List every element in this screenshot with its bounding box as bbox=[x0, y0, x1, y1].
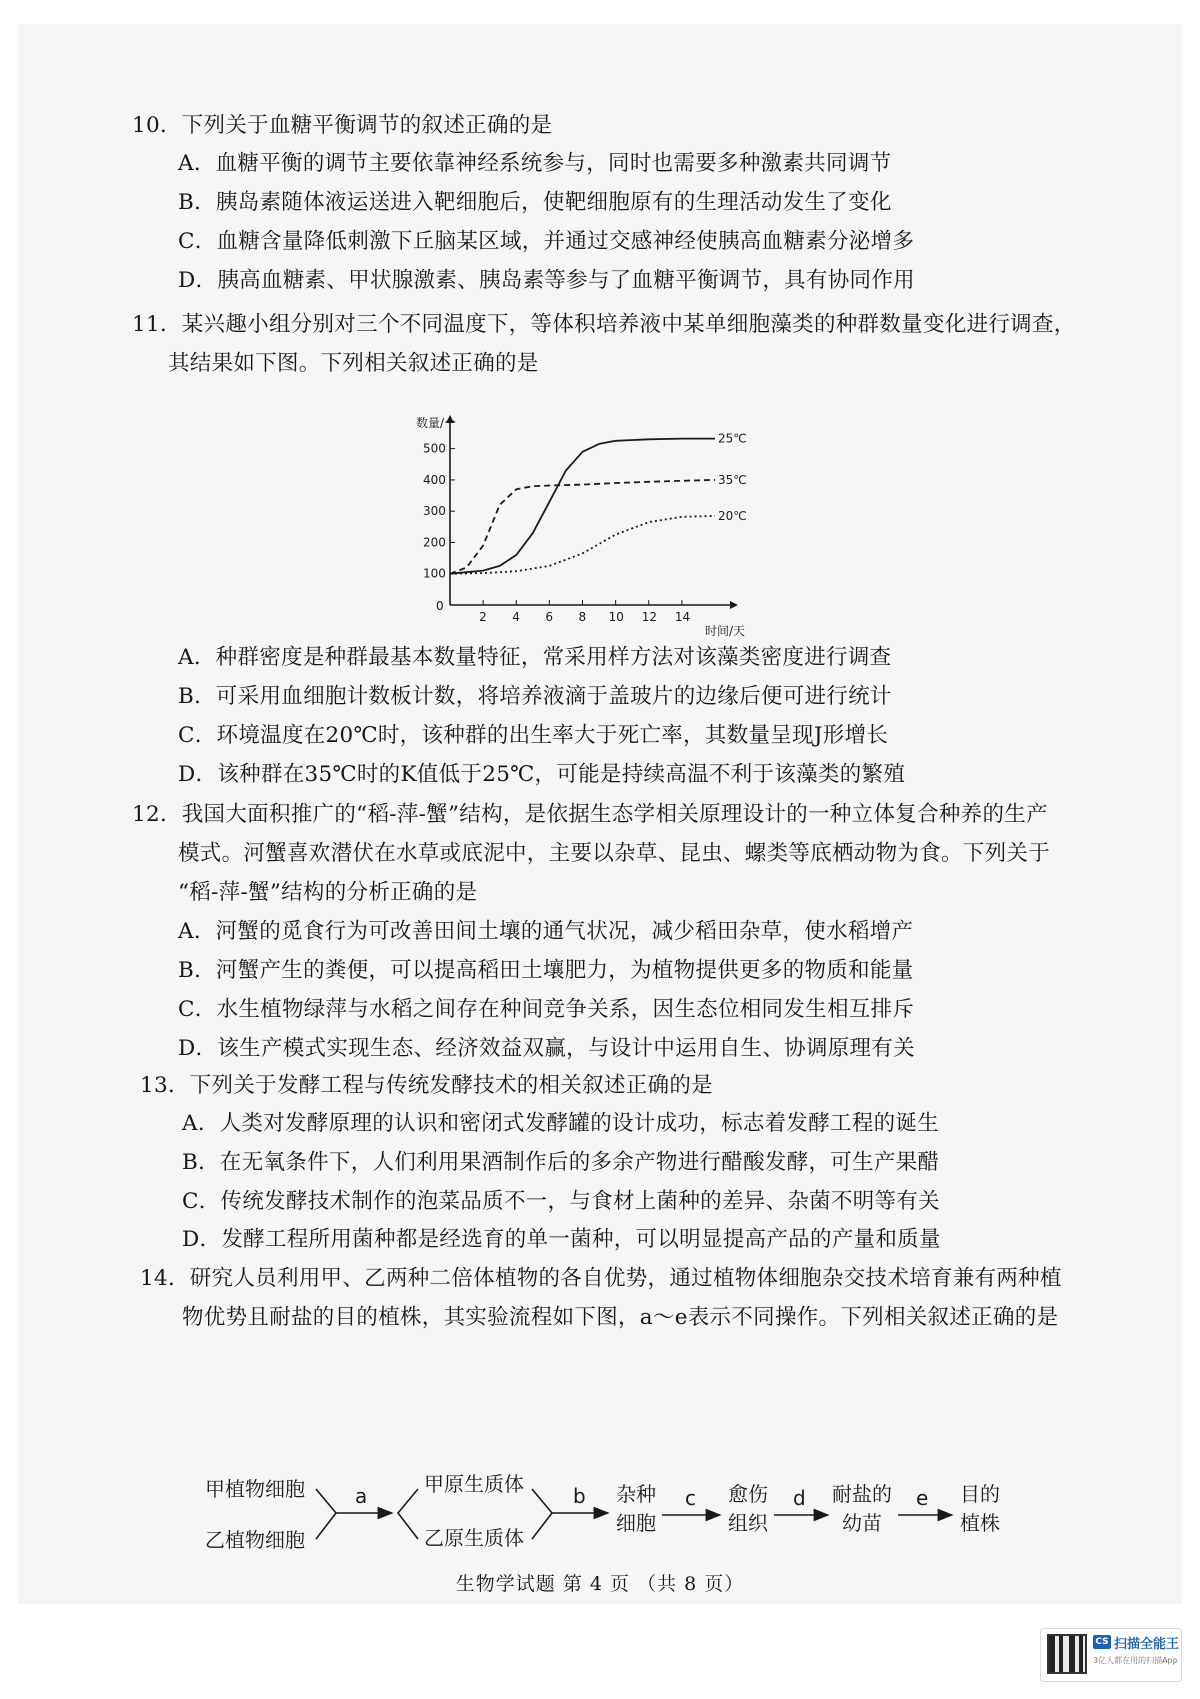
flow-proto-b: 乙原生质体 bbox=[424, 1526, 524, 1550]
y-tick-label: 400 bbox=[423, 472, 446, 487]
q10-option-c: C．血糖含量降低刺激下丘脑某区域，并通过交感神经使胰高血糖素分泌增多 bbox=[178, 229, 915, 254]
q12-stem-line3: “稻-萍-蟹”结构的分析正确的是 bbox=[178, 880, 478, 905]
flow-proto-a: 甲原生质体 bbox=[424, 1472, 524, 1496]
y-tick-label: 500 bbox=[423, 441, 446, 456]
q12-stem-line1: 12．我国大面积推广的“稻-萍-蟹”结构，是依据生态学相关原理设计的一种立体复合种养的生产 bbox=[132, 802, 1048, 827]
q13-option-a: A．人类对发酵原理的认识和密闭式发酵罐的设计成功，标志着发酵工程的诞生 bbox=[182, 1111, 940, 1136]
x-tick-label: 12 bbox=[641, 610, 658, 624]
flow-callus-2: 组织 bbox=[728, 1511, 768, 1535]
series-label-1: 35℃ bbox=[718, 472, 747, 487]
scanner-watermark bbox=[1040, 1628, 1182, 1682]
x-axis-arrow-icon bbox=[730, 601, 738, 609]
q11-option-d: D．该种群在35℃时的K值低于25℃，可能是持续高温不利于该藻类的繁殖 bbox=[178, 762, 906, 787]
series-line-2 bbox=[450, 516, 715, 574]
x-tick-label: 6 bbox=[545, 610, 554, 624]
origin-label: 0 bbox=[436, 599, 444, 613]
q11-stem-line2: 其结果如下图。下列相关叙述正确的是 bbox=[168, 351, 539, 376]
flow-step-d: d bbox=[793, 1486, 806, 1510]
q13-option-d: D．发酵工程所用菌种都是经选育的单一菌种，可以明显提高产品的产量和质量 bbox=[182, 1227, 941, 1252]
flow-callus-1: 愈伤 bbox=[728, 1482, 768, 1506]
q12-option-a: A．河蟹的觅食行为可改善田间土壤的通气状况，减少稻田杂草，使水稻增产 bbox=[178, 919, 914, 944]
q11-option-c: C．环境温度在20℃时，该种群的出生率大于死亡率，其数量呈现J形增长 bbox=[178, 723, 889, 748]
flow-diagram bbox=[0, 1455, 1200, 1565]
q13-option-b: B．在无氧条件下，人们利用果酒制作后的多余产物进行醋酸发酵，可生产果醋 bbox=[182, 1150, 940, 1175]
q12-option-c: C．水生植物绿萍与水稻之间存在种间竞争关系，因生态位相同发生相互排斥 bbox=[178, 997, 915, 1022]
q11-stem-line1: 11．某兴趣小组分别对三个不同温度下，等体积培养液中某单细胞藻类的种群数量变化进行调查， bbox=[132, 312, 1076, 337]
q12-option-b: B．河蟹产生的粪便，可以提高稻田土壤肥力，为植物提供更多的物质和能量 bbox=[178, 958, 914, 983]
x-tick-label: 8 bbox=[578, 610, 587, 624]
flow-seedling-2: 幼苗 bbox=[842, 1511, 882, 1535]
x-tick-label: 2 bbox=[479, 610, 487, 624]
y-axis-label: 数量/个 bbox=[416, 416, 457, 430]
flow-step-e: e bbox=[916, 1486, 929, 1510]
q11-option-b: B．可采用血细胞计数板计数，将培养液滴于盖玻片的边缘后便可进行统计 bbox=[178, 684, 892, 709]
scanner-title: 扫描全能王 bbox=[1114, 1637, 1180, 1652]
qr-code-icon bbox=[1047, 1634, 1087, 1674]
flow-hybrid-1: 杂种 bbox=[616, 1482, 656, 1506]
flow-target-2: 植株 bbox=[960, 1511, 1000, 1535]
flow-merge-right bbox=[532, 1489, 552, 1539]
flow-hybrid-2: 细胞 bbox=[616, 1511, 656, 1535]
population-chart bbox=[405, 415, 765, 645]
x-tick-label: 14 bbox=[674, 610, 691, 624]
flow-step-c: c bbox=[685, 1486, 696, 1510]
q14-stem-line1: 14．研究人员利用甲、乙两种二倍体植物的各自优势，通过植物体细胞杂交技术培育兼有两种植 bbox=[140, 1266, 1062, 1291]
y-tick-label: 100 bbox=[423, 566, 446, 581]
q10-option-a: A．血糖平衡的调节主要依靠神经系统参与，同时也需要多种激素共同调节 bbox=[178, 151, 892, 176]
y-tick-label: 200 bbox=[423, 535, 446, 550]
q13-stem: 13．下列关于发酵工程与传统发酵技术的相关叙述正确的是 bbox=[140, 1073, 713, 1098]
page-footer: 生物学试题 第 4 页 （共 8 页） bbox=[455, 1573, 745, 1595]
scanner-subtitle: 3亿人都在用的扫描App bbox=[1093, 1656, 1178, 1665]
x-tick-label: 4 bbox=[512, 610, 520, 624]
scanner-logo: CS bbox=[1093, 1635, 1111, 1649]
flow-seedling-1: 耐盐的 bbox=[832, 1482, 892, 1506]
flow-merge-left bbox=[316, 1489, 336, 1539]
flow-step-b: b bbox=[573, 1484, 586, 1508]
flow-target-1: 目的 bbox=[960, 1482, 1000, 1506]
x-axis-label: 时间/天 bbox=[705, 624, 746, 638]
series-label-2: 20℃ bbox=[718, 508, 747, 523]
flow-cell-a: 甲植物细胞 bbox=[205, 1477, 305, 1501]
q10-option-b: B．胰岛素随体液运送进入靶细胞后，使靶细胞原有的生理活动发生了变化 bbox=[178, 190, 892, 215]
q12-option-d: D．该生产模式实现生态、经济效益双赢，与设计中运用自生、协调原理有关 bbox=[178, 1036, 915, 1061]
q11-option-a: A．种群密度是种群最基本数量特征，常采用样方法对该藻类密度进行调查 bbox=[178, 645, 892, 670]
flow-step-a: a bbox=[355, 1484, 368, 1508]
y-tick-label: 300 bbox=[423, 504, 446, 519]
q14-stem-line2: 物优势且耐盐的目的植株，其实验流程如下图，a～e表示不同操作。下列相关叙述正确的是 bbox=[182, 1305, 1059, 1330]
q10-option-d: D．胰高血糖素、甲状腺激素、胰岛素等参与了血糖平衡调节，具有协同作用 bbox=[178, 268, 915, 293]
flow-cell-b: 乙植物细胞 bbox=[205, 1528, 305, 1552]
q13-option-c: C．传统发酵技术制作的泡菜品质不一，与食材上菌种的差异、杂菌不明等有关 bbox=[182, 1189, 940, 1214]
x-tick-label: 10 bbox=[608, 610, 624, 624]
flow-split bbox=[398, 1489, 418, 1539]
series-label-0: 25℃ bbox=[718, 431, 747, 446]
q10-stem: 10．下列关于血糖平衡调节的叙述正确的是 bbox=[132, 113, 553, 138]
q12-stem-line2: 模式。河蟹喜欢潜伏在水草或底泥中，主要以杂草、昆虫、螺类等底栖动物为食。下列关于 bbox=[178, 841, 1051, 866]
series-line-1 bbox=[450, 480, 715, 574]
